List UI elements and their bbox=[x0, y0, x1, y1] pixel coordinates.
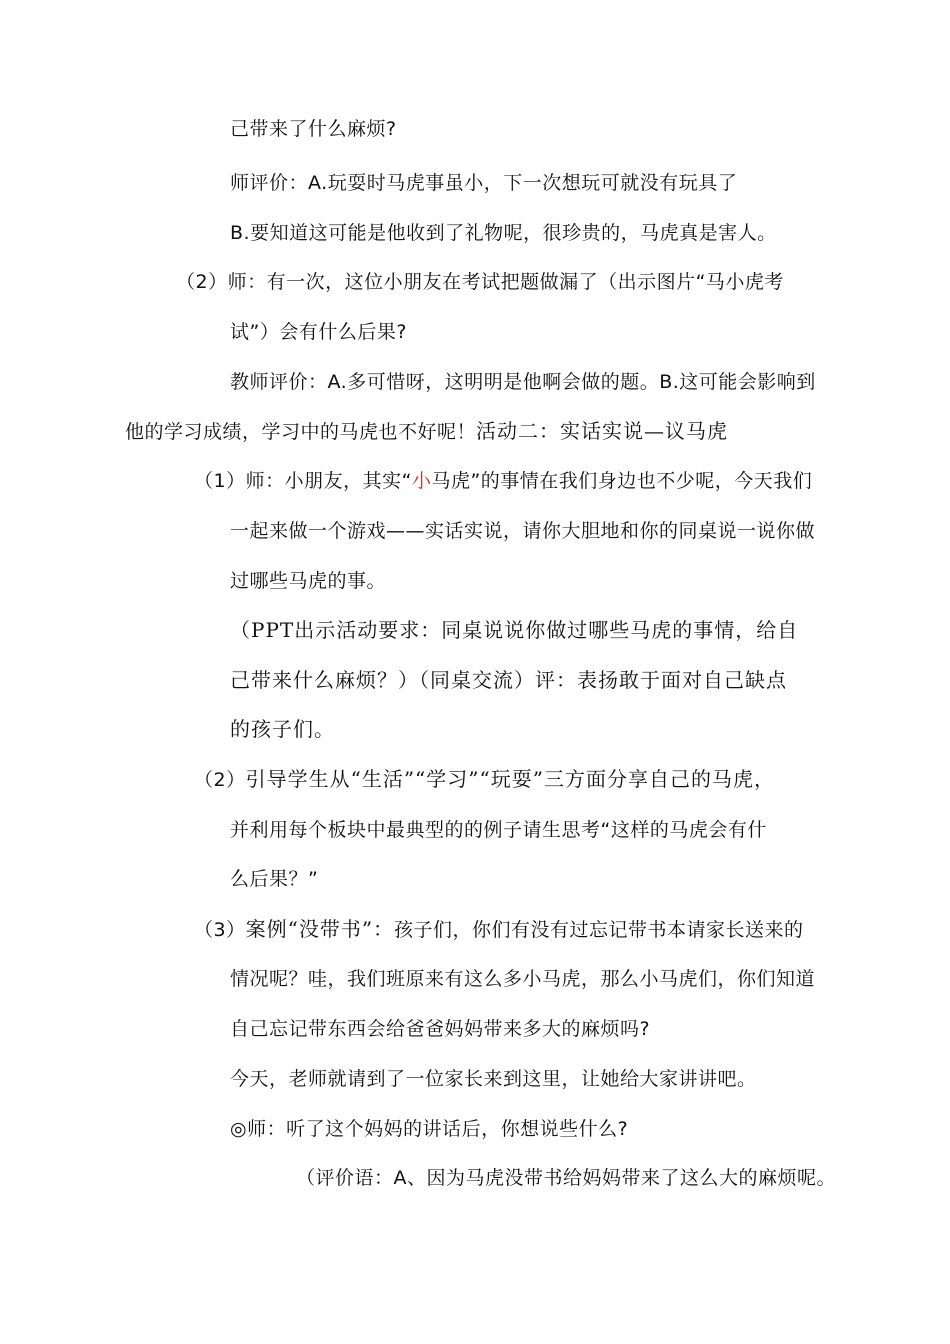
text-line: （PPT出示活动要求：同桌说说你做过哪些马虎的事情，给自 bbox=[230, 618, 799, 642]
text-segment: 案例“没带书”： bbox=[245, 917, 395, 941]
text-line: 情况呢？哇，我们班原来有这么多小马虎，那么小马虎们，你们知道 bbox=[230, 968, 816, 990]
text-line bbox=[194, 916, 804, 943]
text-line: 的孩子们。 bbox=[230, 717, 335, 741]
item-number: （2） bbox=[194, 769, 246, 791]
highlighted-char: 小 bbox=[411, 470, 432, 492]
section-heading: 活动二：实话实说—议马虎 bbox=[476, 419, 729, 443]
text-line: 并利用每个板块中最典型的的例子请生思考“这样的马虎会有什 bbox=[230, 819, 767, 841]
text-line bbox=[125, 418, 728, 445]
text-line: （评价语：A、因为马虎没带书给妈妈带来了这么大的麻烦呢。 bbox=[296, 1167, 836, 1189]
text-segment: 马虎”的事情在我们身边也不少呢，今天我们 bbox=[431, 470, 813, 492]
text-line: 师评价：A.玩耍时马虎事虽小，下一次想玩可就没有玩具了 bbox=[230, 172, 738, 194]
item-number: （3） bbox=[194, 919, 246, 941]
text-line: 自己忘记带东西会给爸爸妈妈带来多大的麻烦吗? bbox=[230, 1018, 651, 1040]
text-segment: 引导学生从“生活”“学习”“玩耍”三方面分享自己的马虎， bbox=[245, 767, 775, 791]
text-line bbox=[194, 468, 812, 494]
text-line: 过哪些马虎的事。 bbox=[230, 570, 387, 592]
text-segment: 他的学习成绩，学习中的马虎也不好呢！ bbox=[125, 421, 477, 443]
text-line: 己带来什么麻烦？）（同桌交流）评：表扬敢于面对自己缺点 bbox=[230, 668, 787, 692]
text-line: 己带来了什么麻烦? bbox=[230, 118, 397, 140]
text-line: 么后果？” bbox=[230, 868, 319, 890]
text-line: 今天，老师就请到了一位家长来到这里，让她给大家讲讲吧。 bbox=[230, 1068, 757, 1090]
text-line: 试”）会有什么后果? bbox=[230, 321, 407, 343]
text-line: ◎师：听了这个妈妈的讲话后，你想说些什么? bbox=[230, 1118, 629, 1140]
text-line: 教师评价：A.多可惜呀，这明明是他啊会做的题。B.这可能会影响到 bbox=[230, 371, 816, 393]
text-line: （2）师：有一次，这位小朋友在考试把题做漏了（出示图片“马小虎考 bbox=[176, 271, 784, 293]
text-line: 一起来做一个游戏——实话实说，请你大胆地和你的同桌说一说你做 bbox=[230, 520, 816, 542]
text-line: B.要知道这可能是他收到了礼物呢，很珍贵的，马虎真是害人。 bbox=[230, 222, 777, 244]
text-segment: （1）师：小朋友，其实“ bbox=[194, 470, 412, 492]
text-line bbox=[194, 766, 775, 793]
text-segment: 孩子们，你们有没有过忘记带书本请家长送来的 bbox=[394, 919, 804, 941]
